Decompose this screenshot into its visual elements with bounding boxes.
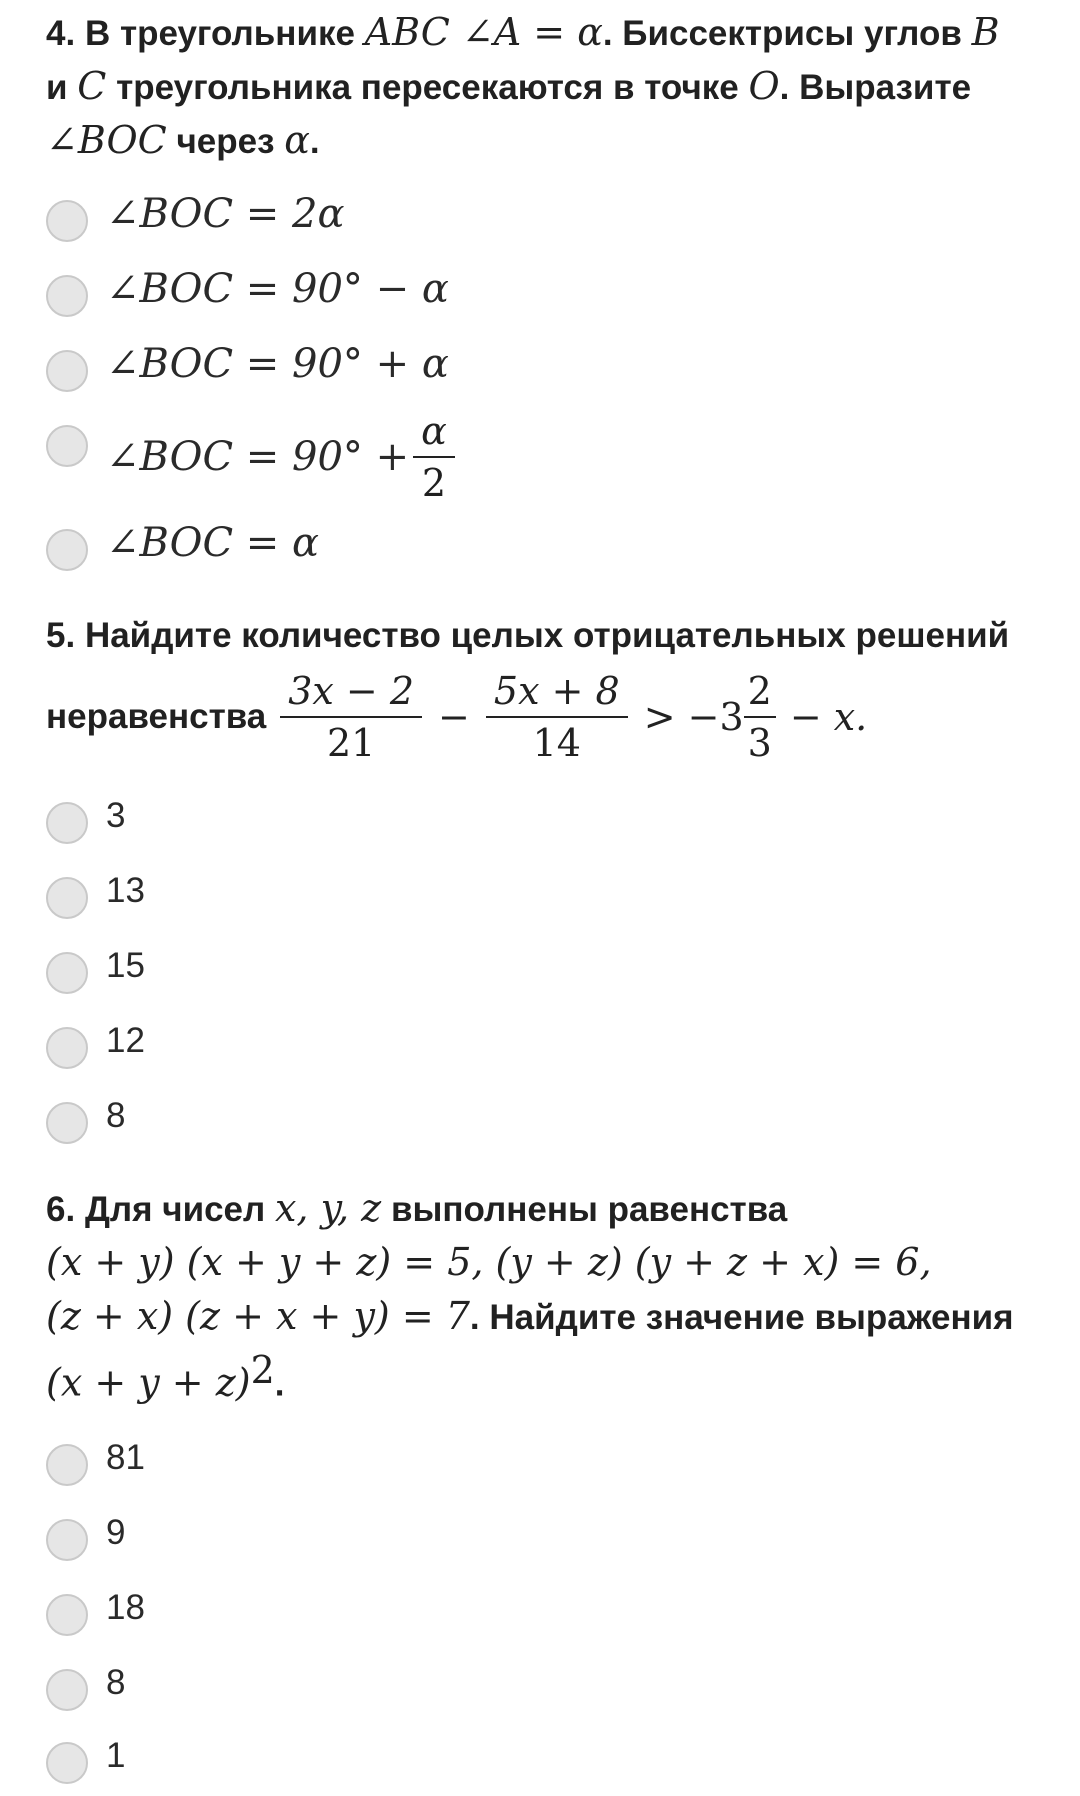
q5-option-label: 8 bbox=[106, 1096, 126, 1135]
q5-option[interactable] bbox=[46, 1011, 145, 1071]
radio-button[interactable] bbox=[46, 1669, 88, 1711]
fraction-denominator: 2 bbox=[421, 461, 447, 505]
fraction-denominator: 3 bbox=[747, 721, 772, 765]
fraction-numerator: 2 bbox=[744, 666, 776, 718]
q6-option[interactable] bbox=[46, 1726, 125, 1786]
q6-option[interactable] bbox=[46, 1578, 145, 1638]
q4-option-label: ∠BOC = 90° + α bbox=[106, 341, 449, 387]
question-4-text: В треугольнике bbox=[84, 14, 355, 53]
question-6 bbox=[46, 1182, 1036, 1411]
radio-button[interactable] bbox=[46, 802, 88, 844]
q5-option[interactable] bbox=[46, 861, 145, 921]
radio-button[interactable] bbox=[46, 1102, 88, 1144]
question-4-text: через bbox=[176, 122, 275, 161]
question-4-math: C bbox=[77, 64, 107, 108]
q4-option[interactable] bbox=[46, 184, 344, 244]
q6-option[interactable] bbox=[46, 1503, 125, 1563]
radio-button[interactable] bbox=[46, 425, 88, 467]
q6-option[interactable] bbox=[46, 1653, 125, 1713]
question-6-math: (x + y + z) bbox=[46, 1360, 251, 1405]
radio-button[interactable] bbox=[46, 200, 88, 242]
q6-option-label: 9 bbox=[106, 1513, 126, 1552]
question-6-math: (x + y) (x + y + z) = 5, (y + z) (y + z + x) = 6, bbox=[46, 1240, 932, 1284]
q5-option[interactable] bbox=[46, 786, 125, 846]
question-6-text: выполнены равенства bbox=[390, 1190, 788, 1229]
q4-option[interactable] bbox=[46, 334, 449, 394]
q4-option-label: ∠BOC = α bbox=[106, 520, 320, 566]
q5-option-label: 3 bbox=[106, 796, 126, 835]
q4-option[interactable] bbox=[46, 513, 319, 573]
question-6-text: . bbox=[274, 1364, 285, 1404]
radio-button[interactable] bbox=[46, 350, 88, 392]
radio-button[interactable] bbox=[46, 1519, 88, 1561]
radio-button[interactable] bbox=[46, 952, 88, 994]
fraction-numerator: α bbox=[413, 406, 455, 458]
question-4-number: 4. bbox=[46, 14, 76, 53]
q5-option[interactable] bbox=[46, 1086, 125, 1146]
q6-option[interactable] bbox=[46, 1428, 145, 1488]
question-5-text: Найдите количество целых отрицательных решений bbox=[84, 616, 1010, 655]
fraction-denominator: 21 bbox=[326, 721, 376, 765]
fraction bbox=[486, 666, 628, 768]
question-4-math: B bbox=[971, 10, 1000, 54]
question-4-math: O bbox=[748, 64, 780, 108]
fraction-denominator: 14 bbox=[532, 721, 581, 765]
q6-option-label: 81 bbox=[106, 1438, 145, 1477]
q4-option-label: ∠BOC = 90° − α bbox=[106, 266, 449, 312]
radio-button[interactable] bbox=[46, 529, 88, 571]
radio-button[interactable] bbox=[46, 877, 88, 919]
q6-option-label: 1 bbox=[106, 1736, 126, 1775]
radio-button[interactable] bbox=[46, 1742, 88, 1784]
inequality-tail: − x. bbox=[789, 695, 868, 739]
question-4-text: треугольника пересекаются в точке bbox=[116, 68, 739, 107]
q6-option-label: 8 bbox=[106, 1663, 126, 1702]
fraction bbox=[280, 666, 422, 768]
question-6-text: Для чисел bbox=[84, 1190, 266, 1229]
q6-option-label: 18 bbox=[106, 1588, 145, 1627]
q5-option-label: 15 bbox=[106, 946, 145, 985]
inequality-sign: > −3 bbox=[643, 695, 744, 739]
question-4-math: ∠BOC bbox=[46, 118, 167, 162]
question-6-math: (z + x) (z + x + y) = 7 bbox=[46, 1294, 470, 1338]
q4-option-label: ∠BOC = 2α bbox=[106, 191, 345, 237]
question-4-text: и bbox=[46, 68, 68, 107]
question-4 bbox=[46, 6, 1036, 168]
q4-option[interactable] bbox=[46, 409, 459, 505]
question-4-math: ABC ∠A = α bbox=[364, 10, 603, 54]
fraction bbox=[744, 666, 776, 768]
radio-button[interactable] bbox=[46, 1027, 88, 1069]
radio-button[interactable] bbox=[46, 1444, 88, 1486]
minus-sign: − bbox=[438, 695, 470, 739]
q5-option[interactable] bbox=[46, 936, 145, 996]
question-4-math: α bbox=[284, 118, 310, 162]
radio-button[interactable] bbox=[46, 1594, 88, 1636]
inequality bbox=[46, 666, 1036, 768]
question-4-text: . Выразите bbox=[779, 68, 972, 107]
question-5 bbox=[46, 610, 1036, 768]
question-4-text: . Биссектрисы углов bbox=[602, 14, 962, 53]
question-6-text: . Найдите значение выражения bbox=[469, 1298, 1014, 1337]
question-5-text: неравенства bbox=[46, 697, 267, 736]
fraction bbox=[413, 406, 455, 508]
q5-option-label: 13 bbox=[106, 871, 145, 910]
question-5-number: 5. bbox=[46, 616, 76, 655]
question-6-number: 6. bbox=[46, 1190, 76, 1229]
q4-option[interactable] bbox=[46, 259, 449, 319]
question-4-text: . bbox=[309, 122, 320, 161]
radio-button[interactable] bbox=[46, 275, 88, 317]
fraction-numerator: 3x − 2 bbox=[280, 666, 422, 718]
q5-option-label: 12 bbox=[106, 1021, 145, 1060]
q4-option-label: ∠BOC = 90° + bbox=[106, 434, 410, 480]
question-6-math: x, y, z bbox=[275, 1186, 382, 1230]
exponent: 2 bbox=[250, 1348, 275, 1392]
fraction-numerator: 5x + 8 bbox=[486, 666, 628, 718]
